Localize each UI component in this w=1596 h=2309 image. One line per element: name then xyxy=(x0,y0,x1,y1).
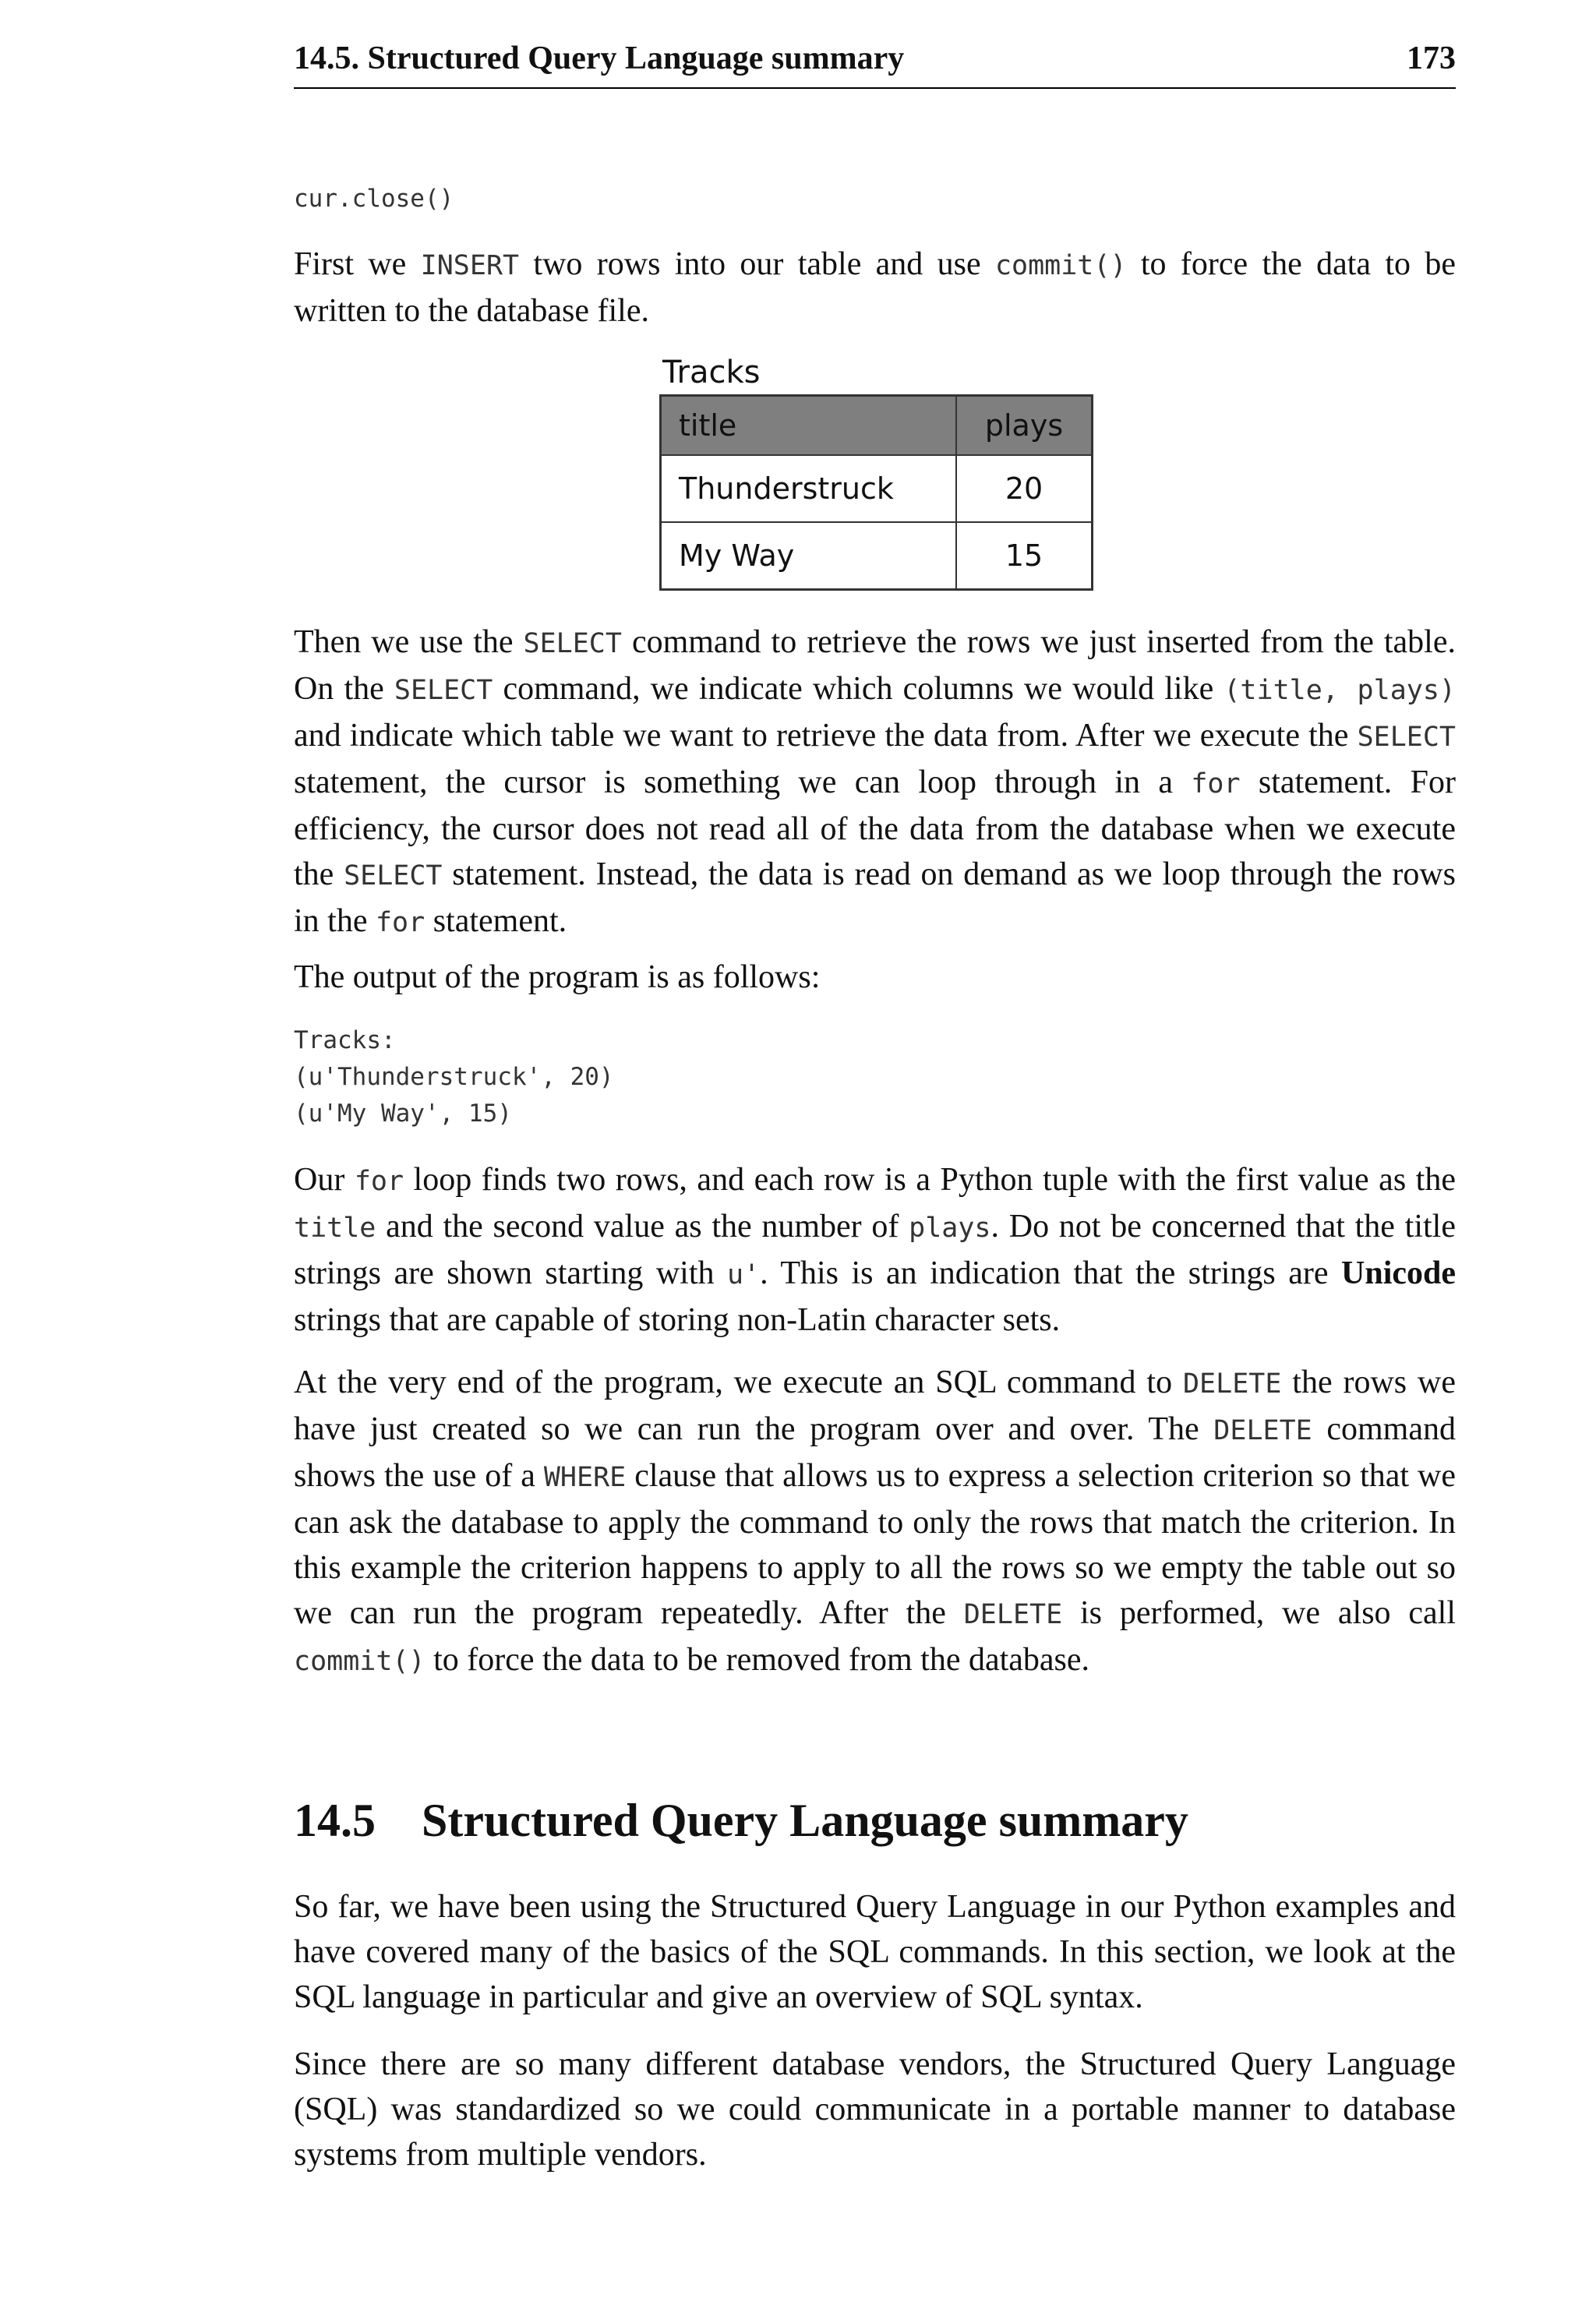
paragraph-select: Then we use the SELECT command to retrieve the rows we just inserted from the table. On the SELECT command, we indicate which columns we would like (title, plays) and indicate which table we want to retrieve the data from. After we execute the SELECT statement, the cursor is something we can loop through in a for statement. For efficiency, the cursor does not read all of the data from the database when we execute the SELECT statement. Instead, the data is read on demand as we loop through the rows in the for statement. xyxy=(294,624,1456,939)
table-cell-plays: 20 xyxy=(956,455,1093,522)
table-row xyxy=(661,455,1093,522)
paragraph-output-intro: The output of the program is as follows: xyxy=(294,959,821,995)
table-cell-plays: 15 xyxy=(956,522,1093,590)
paragraph-for-loop: Our for loop finds two rows, and each row is a Python tuple with the first value as the title and the second value as the number of plays. Do not be concerned that the title strings are shown starting with u'. This is an indication that the strings are Unicode strings that are capable of storing non-Latin character sets. xyxy=(294,1162,1456,1338)
output-line: (u'Thunderstruck', 20) xyxy=(294,1063,614,1091)
paragraph-sql-standard: Since there are so many different database vendors, the Structured Query Language (SQL) was standardized so we could communicate in a portable manner to database systems from multiple vendors. xyxy=(294,2046,1456,2173)
section-title: Structured Query Language summary xyxy=(422,1795,1188,1846)
output-line: Tracks: xyxy=(294,1026,396,1054)
program-output xyxy=(294,1022,1456,1132)
table-row xyxy=(661,522,1093,590)
column-header-plays: plays xyxy=(956,396,1093,456)
running-header-title: 14.5. Structured Query Language summary xyxy=(294,41,905,76)
column-header-title: title xyxy=(661,396,957,456)
table-cell-title: My Way xyxy=(661,522,957,590)
figure-caption: Tracks xyxy=(662,355,761,390)
paragraph-insert: First we INSERT two rows into our table and use commit() to force the data to be written to the database file. xyxy=(294,246,1456,329)
running-header xyxy=(294,39,1456,89)
tracks-table-figure xyxy=(659,351,1096,591)
table-header-row xyxy=(661,396,1093,456)
code-snippet-close: cur.close() xyxy=(294,185,454,213)
section-number: 14.5 xyxy=(294,1795,376,1846)
paragraph-delete: At the very end of the program, we execute an SQL command to DELETE the rows we have just created so we can run the program over and over. The DELETE command shows the use of a WHERE clause that allows us to express a selection criterion so that we can ask the database to apply the command to only the rows that match the criterion. In this example the criterion happens to apply to all the rows so we empty the table out so we can run the program repeatedly. After the DELETE is performed, we also call commit() to force the data to be removed from the database. xyxy=(294,1365,1456,1678)
section-heading xyxy=(294,1792,1188,1848)
tracks-table xyxy=(659,394,1093,591)
page-number: 173 xyxy=(1407,41,1456,76)
table-cell-title: Thunderstruck xyxy=(661,455,957,522)
output-line: (u'My Way', 15) xyxy=(294,1100,512,1128)
paragraph-sql-intro: So far, we have been using the Structured Query Language in our Python examples and have covered many of the basics of the SQL commands. In this section, we look at the SQL language in particular and give an overview of SQL syntax. xyxy=(294,1889,1456,2015)
